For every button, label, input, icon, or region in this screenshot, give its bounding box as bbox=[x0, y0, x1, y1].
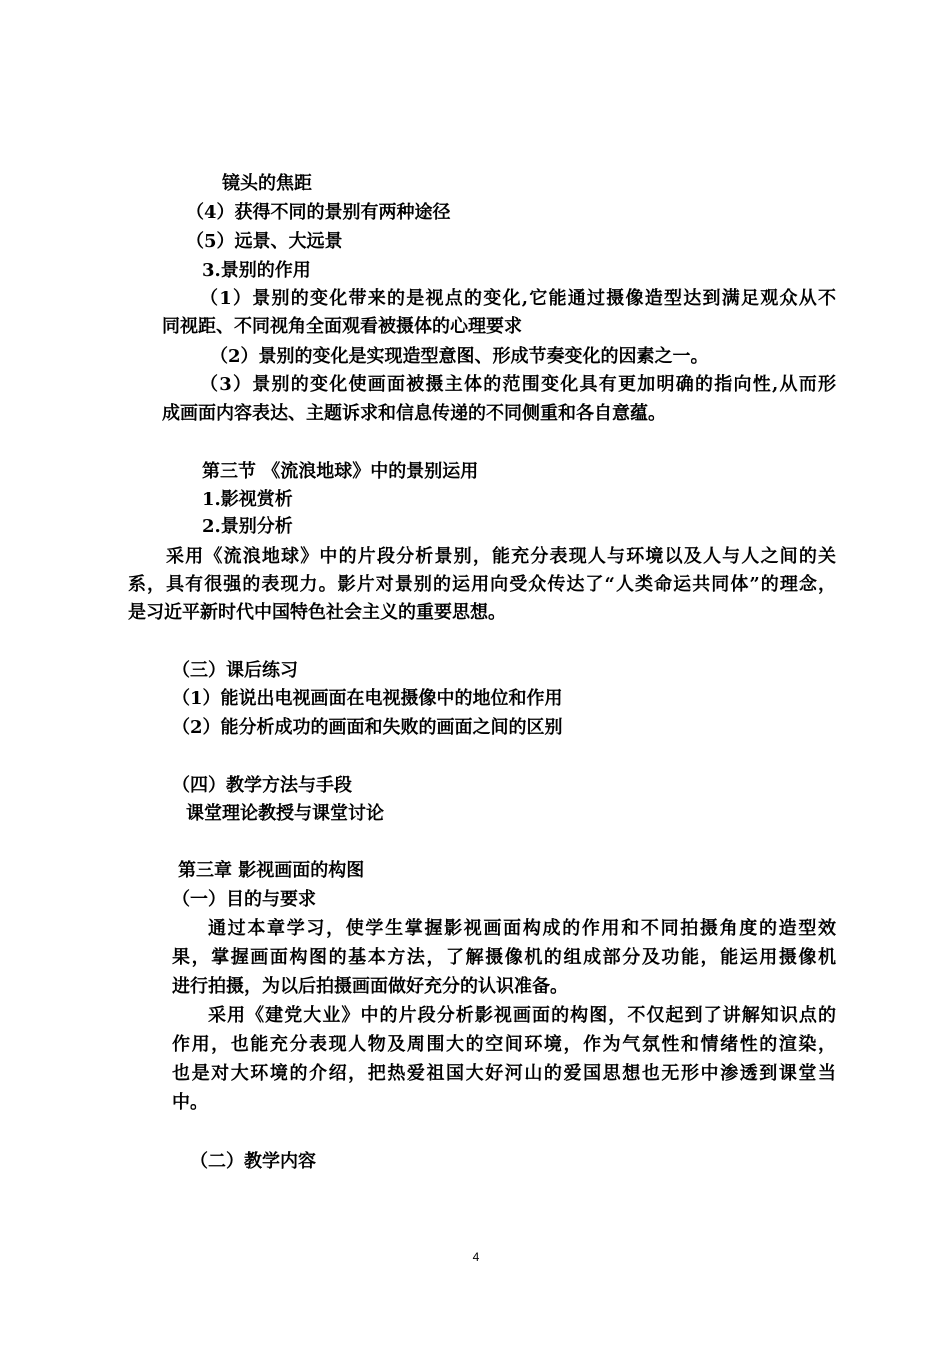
text-line: （1）景别的变化带来的是视点的变化,它能通过摄像造型达到满足观众从不 bbox=[200, 288, 836, 309]
text-line: 成画面内容表达、主题诉求和信息传递的不同侧重和各自意蕴。 bbox=[162, 403, 666, 424]
text-line: 课堂理论教授与课堂讨论 bbox=[186, 803, 384, 824]
text-line: 通过本章学习，使学生掌握影视画面构成的作用和不同拍摄角度的造型效 bbox=[208, 918, 836, 939]
text-line: 采用《建党大业》中的片段分析影视画面的构图，不仅起到了讲解知识点的 bbox=[208, 1005, 836, 1026]
section-heading: （四）教学方法与手段 bbox=[172, 775, 352, 796]
text-line: 3.景别的作用 bbox=[202, 260, 311, 281]
text-line: 同视距、不同视角全面观看被摄体的心理要求 bbox=[162, 316, 522, 337]
section-heading: （三）课后练习 bbox=[172, 660, 298, 681]
page-number: 4 bbox=[472, 1250, 480, 1264]
text-line: 也是对大环境的介绍，把热爱祖国大好河山的爱国思想也无形中渗透到课堂当 bbox=[172, 1063, 836, 1084]
section-heading: （二）教学内容 bbox=[190, 1151, 316, 1172]
text-line: （4）获得不同的景别有两种途径 bbox=[186, 202, 451, 223]
text-line: 镜头的焦距 bbox=[222, 173, 312, 194]
text-line: （5）远景、大远景 bbox=[186, 231, 343, 252]
text-line: 中。 bbox=[172, 1092, 208, 1113]
section-heading: 第三节 《流浪地球》中的景别运用 bbox=[202, 461, 479, 482]
text-line: 采用《流浪地球》中的片段分析景别，能充分表现人与环境以及人与人之间的关 bbox=[166, 546, 836, 567]
text-line: 是习近平新时代中国特色社会主义的重要思想。 bbox=[128, 602, 506, 623]
text-line: （3）景别的变化使画面被摄主体的范围变化具有更加明确的指向性,从而形 bbox=[200, 374, 836, 395]
text-line: （2）景别的变化是实现造型意图、形成节奏变化的因素之一。 bbox=[210, 346, 709, 367]
text-line: 1.影视赏析 bbox=[202, 489, 293, 510]
text-line: （1）能说出电视画面在电视摄像中的地位和作用 bbox=[172, 688, 563, 709]
text-line: 作用，也能充分表现人物及周围大的空间环境，作为气氛性和情绪性的渲染， bbox=[172, 1034, 836, 1055]
text-line: 系，具有很强的表现力。影片对景别的运用向受众传达了“人类命运共同体”的理念， bbox=[128, 574, 836, 595]
section-heading: （一）目的与要求 bbox=[172, 889, 316, 910]
chapter-title: 第三章 影视画面的构图 bbox=[178, 860, 365, 881]
text-line: （2）能分析成功的画面和失败的画面之间的区别 bbox=[172, 717, 563, 738]
text-line: 果，掌握画面构图的基本方法，了解摄像机的组成部分及功能，能运用摄像机 bbox=[172, 947, 836, 968]
text-line: 进行拍摄，为以后拍摄画面做好充分的认识准备。 bbox=[172, 976, 568, 997]
text-line: 2.景别分析 bbox=[202, 516, 293, 537]
